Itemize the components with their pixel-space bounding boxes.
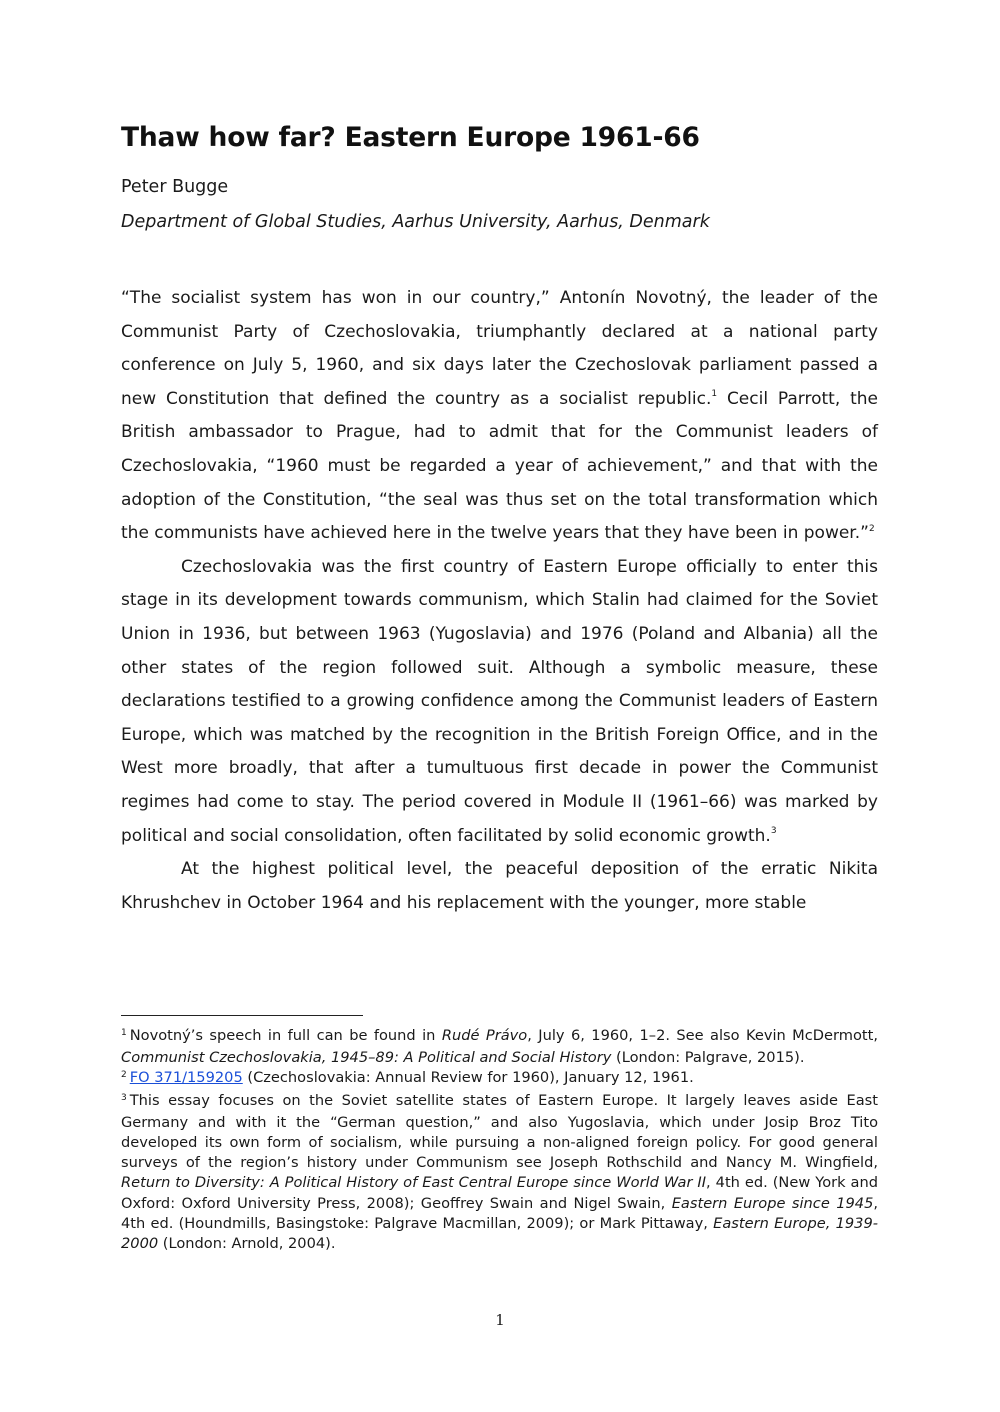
footnote-1-book-title: Communist Czechoslovakia, 1945–89: A Political and Social History [121, 1049, 612, 1067]
footnote-3-text: , 4th ed. (New York and Oxford: Oxford University Press, 2008); Geoffrey Swain and Nigel Swain, [121, 1174, 878, 1212]
footnote-1-source-title: Rudé Právo [441, 1027, 528, 1044]
footnote-separator [121, 1015, 363, 1016]
paragraph-2-text: Czechoslovakia was the first country of Eastern Europe officially to enter this stage in its development towards communism, which Stalin had claimed for the Soviet Union in 1936, but between 1963 (Yugoslavia) and 1976 (Poland and Albania) all the other states of the region followed suit. Although a symbolic measure, these declarations testified to a growing confidence among the Communist leaders of Eastern Europe, which was matched by the recognition in the British Foreign Office, and in the West more broadly, that after a tumultuous first decade in power the Communist regimes had come to stay. The period covered in Module II (1961–66) was marked by political and social consolidation, often facilitated by solid economic growth. [121, 556, 878, 846]
page-number: 1 [495, 1311, 505, 1329]
footnote-1-number: 1 [121, 1028, 127, 1038]
footnote-ref-3[interactable]: 3 [770, 825, 777, 836]
footnote-3-book-title: Return to Diversity: A Political History of East Central Europe since World War II [121, 1174, 707, 1192]
footnote-3-text: (London: Arnold, 2004). [158, 1235, 336, 1253]
author-name: Peter Bugge [121, 177, 229, 197]
footnote-2 [121, 1068, 878, 1090]
footnote-1-text: Novotný’s speech in full can be found in [129, 1027, 442, 1044]
footnote-ref-2[interactable]: 2 [868, 523, 875, 534]
author-affiliation: Department of Global Studies, Aarhus University, Aarhus, Denmark [121, 212, 710, 232]
paragraph-3 [121, 853, 878, 920]
footnote-3 [121, 1091, 878, 1255]
page-title: Thaw how far? Eastern Europe 1961-66 [121, 122, 700, 153]
footnote-2-text: (Czechoslovakia: Annual Review for 1960), January 12, 1961. [242, 1069, 694, 1087]
footnote-1 [121, 1026, 878, 1068]
footnote-3-number: 3 [121, 1092, 127, 1103]
paragraph-2 [121, 551, 878, 853]
footnote-1-text: (London: Palgrave, 2015). [611, 1049, 805, 1067]
footnote-3-text: , 4th ed. (Houndmills, Basingstoke: Palgrave Macmillan, 2009); or Mark Pittaway, [121, 1194, 878, 1232]
footnote-3-book-title: Eastern Europe since 1945 [671, 1194, 874, 1212]
paragraph-1 [121, 282, 878, 551]
paragraph-1-part-a: “The socialist system has won in our country,” Antonín Novotný, the leader of the Communist Party of Czechoslovakia, triumphantly declared at a national party conference on July 5, 1960, and six days later the Czechoslovak parliament passed a new Constitution that defined the country as a socialist republic. [121, 288, 878, 409]
paragraph-1-part-b: Cecil Parrott, the British ambassador to Prague, had to admit that for the Communist leaders of Czechoslovakia, “1960 must be regarded a year of achievement,” and that with the adoption of the Constitution, “the seal was thus set on the total transformation which the communists have achieved here in the twelve years that they have been in power.” [121, 388, 878, 544]
footnotes [121, 1026, 878, 1254]
body-text [121, 282, 878, 920]
footnote-2-number: 2 [121, 1070, 127, 1081]
paragraph-3-text: At the highest political level, the peaceful deposition of the erratic Nikita Khrushchev in October 1964 and his replacement with the younger, more stable [121, 859, 878, 913]
archive-reference-link[interactable]: FO 371/159205 [129, 1069, 243, 1087]
footnote-3-text: This essay focuses on the Soviet satellite states of Eastern Europe. It largely leaves aside East Germany and with it the “German question,” and also Yugoslavia, which under Josip Broz Tito developed its own form of socialism, while pursuing a non-aligned foreign policy. For good general surveys of the region’s history under Communism see Joseph Rothschild and Nancy M. Wingfield, [121, 1091, 878, 1172]
footnote-1-text: , July 6, 1960, 1–2. See also Kevin McDermott, [527, 1027, 878, 1044]
footnote-3-book-title: Eastern Europe, 1939-2000 [121, 1214, 878, 1253]
footnote-ref-1[interactable]: 1 [711, 389, 718, 400]
